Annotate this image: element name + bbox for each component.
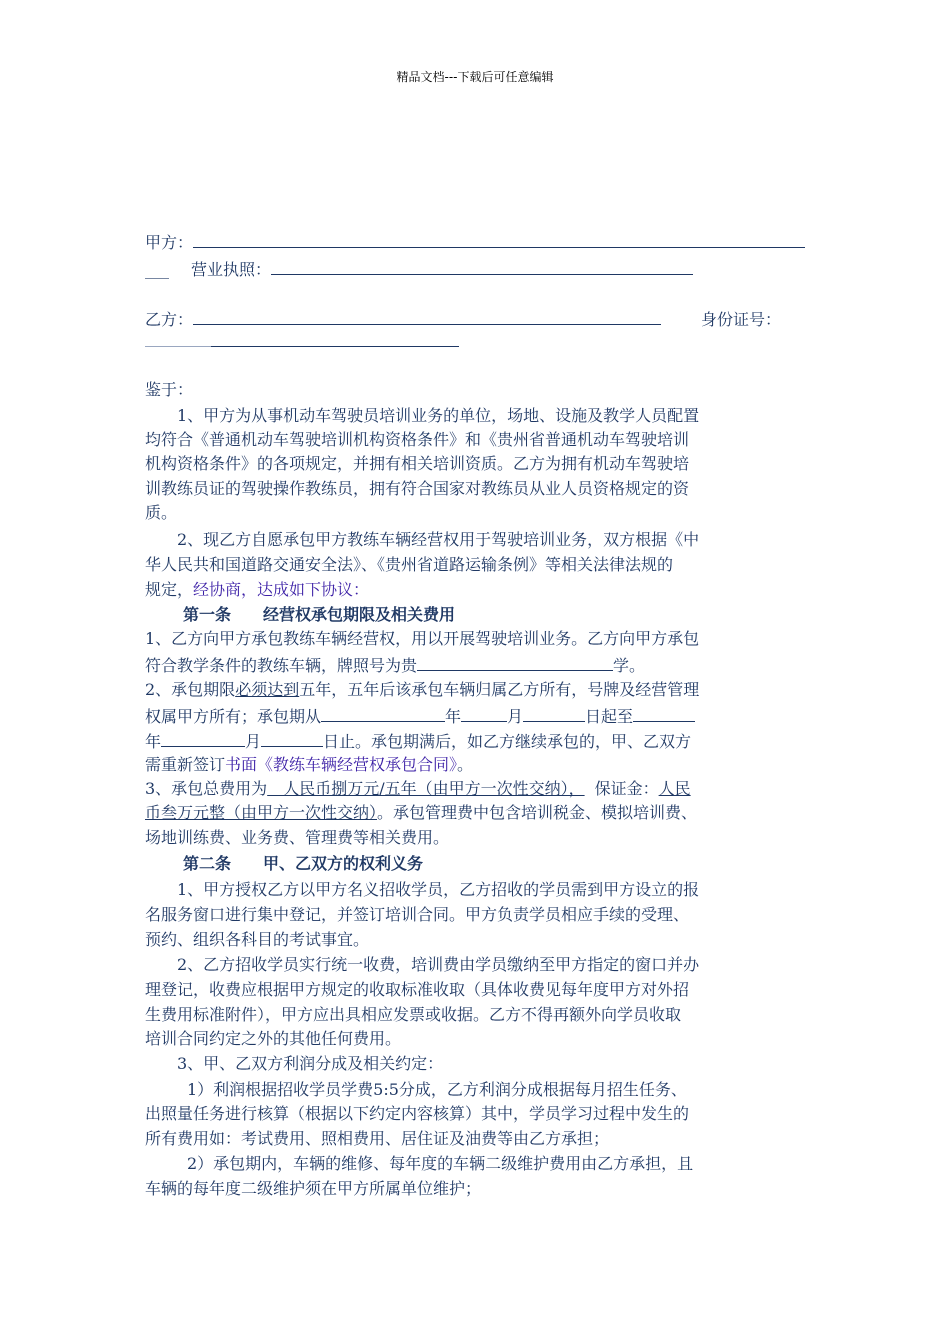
- a2-1-line-1: 1、甲方授权乙方以甲方名义招收学员，乙方招收的学员需到甲方设立的报: [177, 880, 700, 899]
- p1-line-1: 1、甲方为从事机动车驾驶员培训业务的单位，场地、设施及教学人员配置: [177, 406, 700, 425]
- a1-2-line-1: [145, 678, 699, 702]
- party-b-label: 乙方：: [145, 310, 194, 329]
- a1-2-line-3: [145, 728, 691, 754]
- a1-2-line-4: [145, 753, 473, 777]
- total-fee: 人民币捌万元/五年（由甲方一次性交纳），: [267, 779, 585, 798]
- deposit-value-1: 人民: [658, 779, 691, 798]
- end-year-blank: [633, 703, 695, 722]
- a1-3-pre: 3、承包总费用为: [145, 779, 268, 798]
- p2-line-2: 华人民共和国道路交通安全法》、《贵州省道路运输条例》等相关法律法规的: [145, 555, 674, 574]
- a1-2d-pre: 需重新签订: [145, 755, 226, 774]
- id-blank-2: [211, 328, 361, 347]
- a1-1-post: 学。: [613, 656, 646, 675]
- a2-3-1-line-2: 出照量任务进行核算（根据以下约定内容核算）其中，学员学习过程中发生的: [145, 1104, 690, 1123]
- plate-number-blank: [417, 652, 613, 671]
- end-day-blank: [261, 728, 323, 747]
- p2-line-1: 2、现乙方自愿承包甲方教练车辆经营权用于驾驶培训业务，双方根据《中: [177, 530, 700, 549]
- party-a-tail: ___: [145, 260, 169, 279]
- a1-2-underlined: 必须达到: [235, 680, 300, 699]
- start-month-blank: [461, 703, 507, 722]
- license-blank: [271, 256, 693, 275]
- a1-1-line-2: [145, 652, 645, 678]
- start-month-label: 月: [507, 707, 524, 726]
- end-label: 日止。: [323, 732, 372, 751]
- id-blank-1: [145, 328, 211, 347]
- a1-2c-post: 承包期满后，如乙方继续承包的，甲、乙双方: [371, 732, 692, 751]
- contract-name: 书面《教练车辆经营权承包合同》: [225, 755, 458, 774]
- a1-2-pre: 2、承包期限: [145, 680, 236, 699]
- a1-2-line-2: [145, 703, 695, 729]
- start-label: 日起至: [585, 707, 634, 726]
- deposit-value-2: 币叁万元整（由甲方一次性交纳）: [145, 803, 378, 822]
- a1-3-line-1: [145, 777, 691, 801]
- p1-line-4: 训教练员证的驾驶操作教练员，拥有符合国家对教练员从业人员资格规定的资: [145, 479, 690, 498]
- a2-2-line-4: 培训合同约定之外的其他任何费用。: [145, 1029, 402, 1048]
- a1-2b-pre: 权属甲方所有；承包期从: [145, 707, 322, 726]
- a2-1-line-3: 预约、组织各科目的考试事宜。: [145, 930, 370, 949]
- license-line: [145, 256, 693, 282]
- start-year-blank: [321, 703, 445, 722]
- party-a-blank: [193, 229, 805, 248]
- a2-2-line-2: 理登记，收费应根据甲方规定的收取标准收取（具体收费见每年度甲方对外招: [145, 980, 690, 999]
- party-a-label: 甲方：: [145, 233, 194, 252]
- a1-3b-post: 。承包管理费中包含培训税金、模拟培训费、: [377, 803, 698, 822]
- a2-3-2-line-1: 2）承包期内，车辆的维修、每年度的车辆二级维护费用由乙方承担，且: [187, 1154, 694, 1173]
- a1-2-post: 五年，五年后该承包车辆归属乙方所有，号牌及经营管理: [299, 680, 700, 699]
- p1-line-5: 质。: [145, 503, 178, 522]
- a2-3-1-line-3: 所有费用如：考试费用、照相费用、居住证及油费等由乙方承担；: [145, 1129, 610, 1148]
- party-b-blank: [193, 306, 661, 325]
- a2-3-1-line-1: 1）利润根据招收学员学费5:5分成，乙方利润分成根据每月招生任务、: [187, 1080, 687, 1099]
- a1-3-line-2: [145, 801, 697, 825]
- start-year-label: 年: [445, 707, 462, 726]
- whereas-heading: 鉴于：: [145, 380, 194, 399]
- a2-3-2-line-2: 车辆的每年度二级维护须在甲方所属单位维护；: [145, 1179, 482, 1198]
- end-year-label: 年: [145, 732, 162, 751]
- deposit-label: 保证金：: [594, 779, 659, 798]
- p2-line-3a: 规定，: [145, 580, 194, 599]
- a2-1-line-2: 名服务窗口进行集中登记，并签订培训合同。甲方负责学员相应手续的受理、: [145, 905, 690, 924]
- a2-3-heading: 3、甲、乙双方利润分成及相关约定：: [177, 1054, 444, 1073]
- p2-line-3b: 经协商，达成如下协议：: [193, 580, 370, 599]
- a1-2d-post: 。: [457, 755, 474, 774]
- a1-1-line-1: 1、乙方向甲方承包教练车辆经营权，用以开展驾驶培训业务。乙方向甲方承包: [145, 629, 700, 648]
- a1-3-line-3: 场地训练费、业务费、管理费等相关费用。: [145, 828, 450, 847]
- p2-line-3: [145, 578, 369, 602]
- a2-2-line-3: 生费用标准附件），甲方应出具相应发票或收据。乙方不得再额外向学员收取: [145, 1005, 682, 1024]
- p1-line-3: 机构资格条件》的各项规定，并拥有相关培训资质。乙方为拥有机动车驾驶培: [145, 454, 690, 473]
- license-label: 营业执照：: [191, 260, 272, 279]
- start-day-blank: [523, 703, 585, 722]
- party-a-line: [145, 229, 805, 255]
- id-label: 身份证号：: [701, 310, 782, 329]
- watermark-header: 精品文档---下载后可任意编辑: [396, 70, 554, 84]
- id-number-line: [145, 328, 459, 354]
- a2-2-line-1: 2、乙方招收学员实行统一收费，培训费由学员缴纳至甲方指定的窗口并办: [177, 955, 700, 974]
- article-1-title: 第一条 经营权承包期限及相关费用: [183, 605, 456, 624]
- p1-line-2: 均符合《普通机动车驾驶培训机构资格条件》和《贵州省普通机动车驾驶培训: [145, 430, 690, 449]
- end-month-blank: [161, 728, 245, 747]
- article-2-title: 第二条 甲、乙双方的权利义务: [183, 854, 424, 873]
- a1-1-pre: 符合教学条件的教练车辆，牌照号为贵: [145, 656, 418, 675]
- id-blank-3: [361, 328, 459, 347]
- end-month-label: 月: [245, 732, 262, 751]
